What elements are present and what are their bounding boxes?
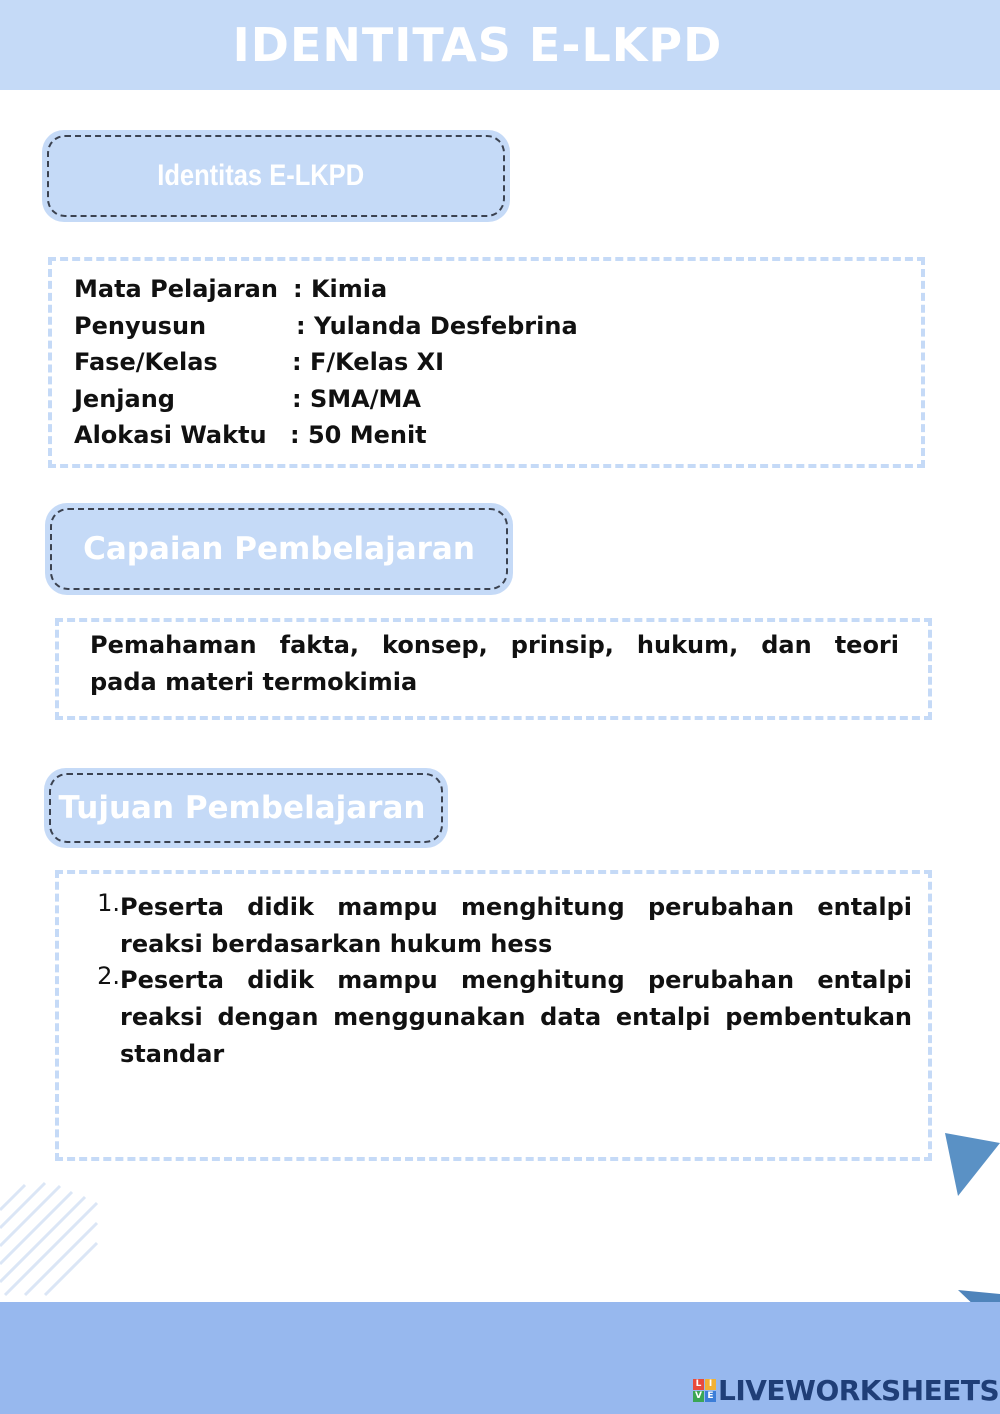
list-number: 1. [97,889,120,917]
stripe-pattern [0,1183,97,1295]
identity-heading-pill [42,130,510,222]
identity-label: Alokasi Waktu [74,421,267,449]
capaian-heading-border [50,508,508,590]
capaian-line-1: Pemahaman fakta, konsep, prinsip, hukum, dan teori [90,631,899,659]
tujuan-item-1 [90,889,912,963]
liveworksheets-logo-icon [693,1379,716,1402]
brand-text: LIVEWORKSHEETS [718,1373,1000,1407]
capaian-heading: Capaian Pembelajaran [83,531,475,567]
tujuan-heading: Tujuan Pembelajaran [58,790,426,826]
liveworksheets-brand[interactable] [693,1374,999,1406]
identity-value: : Kimia [293,275,388,303]
tujuan-item-text: Peserta didik mampu menghitung perubahan entalpi reaksi dengan menggunakan data entalpi pembentukan standar [120,966,912,1068]
triangle-shape [945,1133,1000,1196]
identity-value: : F/Kelas XI [292,348,445,376]
list-number: 2. [97,962,120,990]
identity-heading: Identitas E-LKPD [157,159,365,192]
identity-heading-border [47,135,505,217]
identity-label: Jenjang [74,385,175,413]
identity-value: : Yulanda Desfebrina [296,312,578,340]
logo-letter: I [705,1379,716,1390]
identity-value: : SMA/MA [292,385,421,413]
tujuan-heading-pill [44,768,448,848]
tujuan-heading-border [49,773,443,843]
logo-letter: E [705,1391,716,1402]
identity-label: Penyusun [74,312,207,340]
identity-value: : 50 Menit [290,421,427,449]
identity-label: Mata Pelajaran [74,275,278,303]
logo-letter: V [693,1391,704,1402]
capaian-line-2: pada materi termokimia [90,668,418,696]
page-title: IDENTITAS E-LKPD [232,18,723,72]
tujuan-item-2 [90,962,912,1073]
capaian-heading-pill [45,503,513,595]
logo-letter: L [693,1379,704,1390]
tujuan-item-text: Peserta didik mampu menghitung perubahan entalpi reaksi berdasarkan hukum hess [120,893,912,958]
identity-label: Fase/Kelas [74,348,218,376]
